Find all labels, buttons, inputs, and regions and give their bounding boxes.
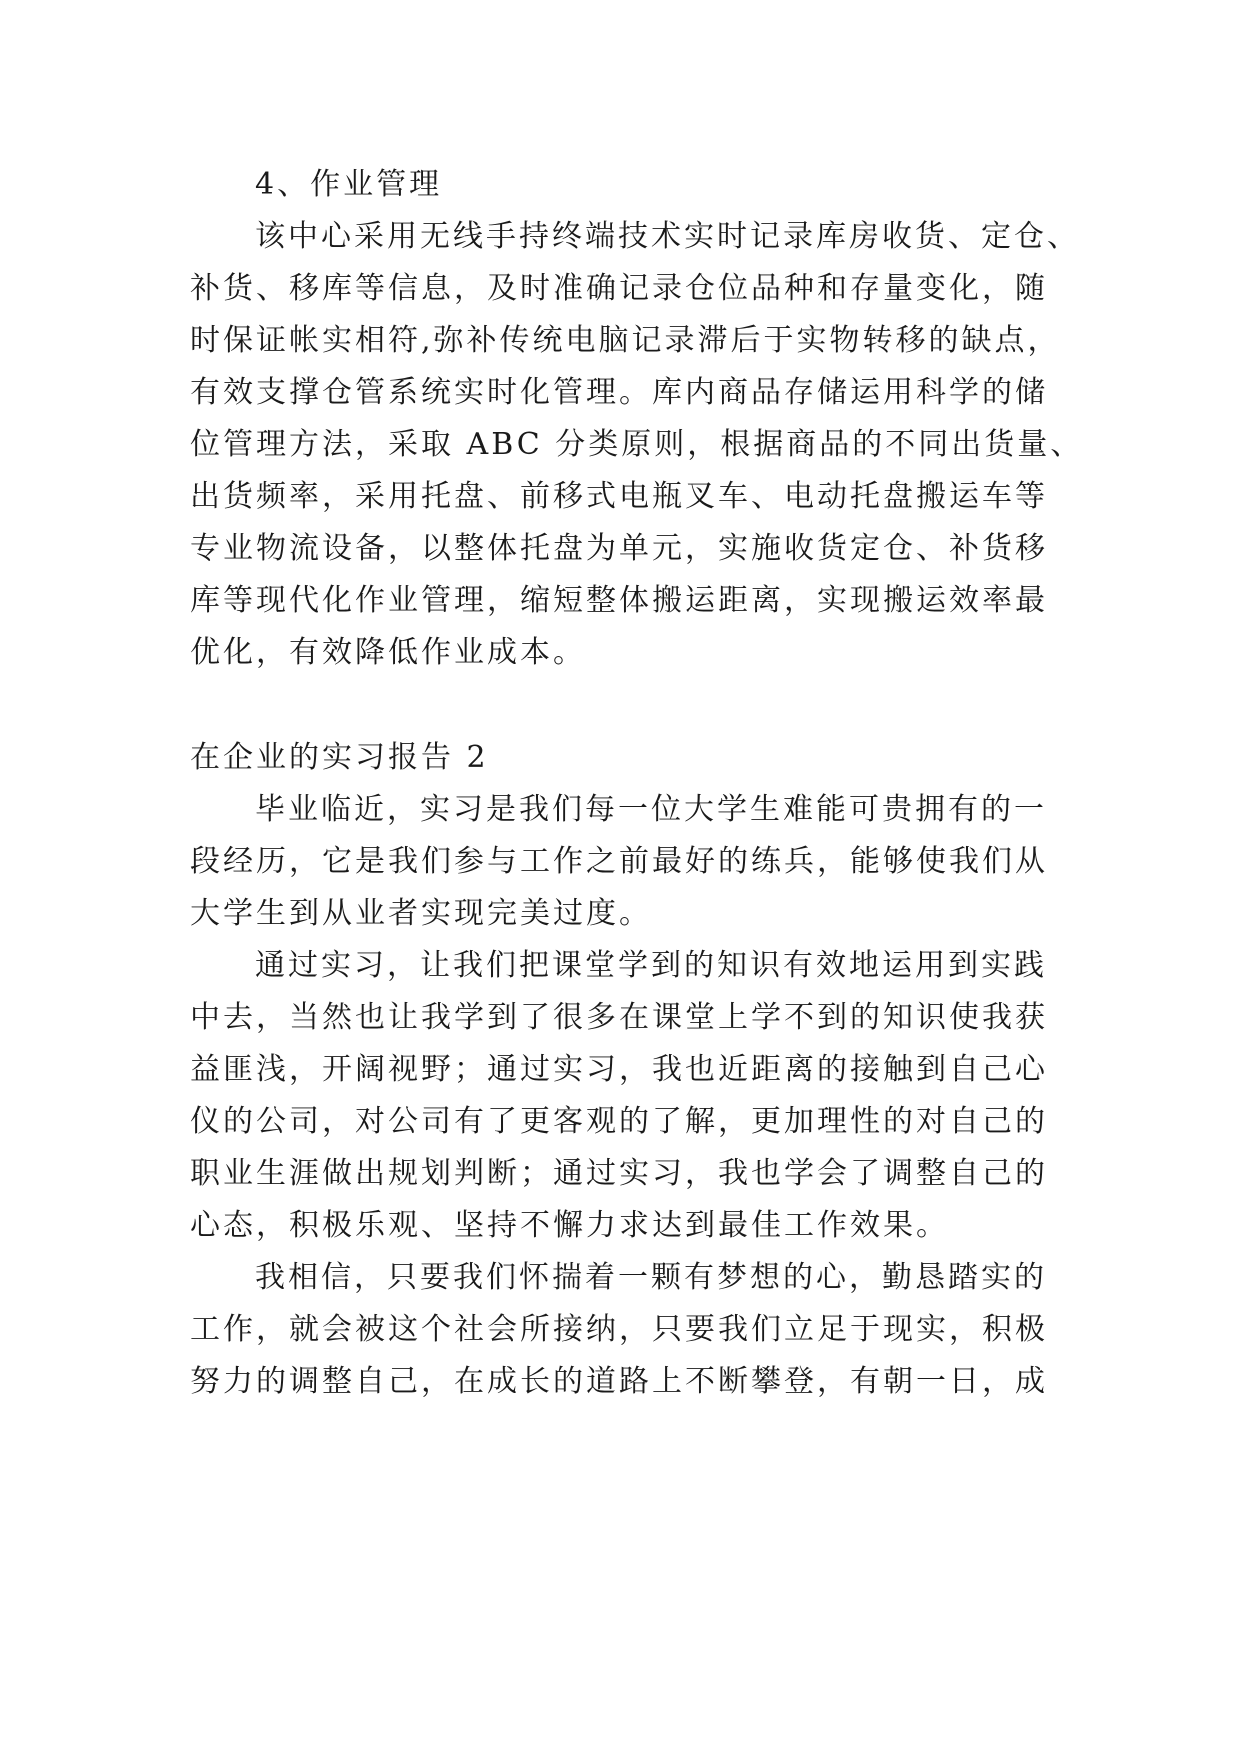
paragraph-line: 仪的公司，对公司有了更客观的了解，更加理性的对自己的	[190, 1104, 1048, 1139]
paragraph-line: 毕业临近，实习是我们每一位大学生难能可贵拥有的一	[255, 792, 1047, 827]
paragraph-line: 努力的调整自己，在成长的道路上不断攀登，有朝一日，成	[190, 1364, 1048, 1399]
paragraph-line: 补货、移库等信息，及时准确记录仓位品种和存量变化，随	[190, 271, 1048, 306]
paragraph-line: 大学生到从业者实现完美过度。	[190, 896, 652, 931]
paragraph-line: 出货频率，采用托盘、前移式电瓶叉车、电动托盘搬运车等	[190, 479, 1048, 514]
paragraph-line: 职业生涯做出规划判断；通过实习，我也学会了调整自己的	[190, 1156, 1048, 1191]
paragraph-line: 通过实习，让我们把课堂学到的知识有效地运用到实践	[255, 948, 1047, 983]
section-heading: 4、作业管理	[255, 167, 443, 202]
paragraph-line: 心态，积极乐观、坚持不懈力求达到最佳工作效果。	[190, 1208, 949, 1243]
paragraph-line: 益匪浅，开阔视野；通过实习，我也近距离的接触到自己心	[190, 1052, 1048, 1087]
paragraph-line: 我相信，只要我们怀揣着一颗有梦想的心，勤恳踏实的	[255, 1260, 1047, 1295]
paragraph-line: 中去，当然也让我学到了很多在课堂上学不到的知识使我获	[190, 1000, 1048, 1035]
paragraph-line: 优化，有效降低作业成本。	[190, 635, 586, 670]
paragraph-line: 段经历，它是我们参与工作之前最好的练兵，能够使我们从	[190, 844, 1048, 879]
paragraph-line: 该中心采用无线手持终端技术实时记录库房收货、定仓、	[255, 219, 1080, 254]
paragraph-line: 时保证帐实相符,弥补传统电脑记录滞后于实物转移的缺点，	[190, 323, 1061, 358]
paragraph-line: 有效支撑仓管系统实时化管理。库内商品存储运用科学的储	[190, 375, 1048, 410]
paragraph-line: 位管理方法，采取 ABC 分类原则，根据商品的不同出货量、	[190, 427, 1084, 462]
paragraph-line: 库等现代化作业管理，缩短整体搬运距离，实现搬运效率最	[190, 583, 1048, 618]
section-title: 在企业的实习报告 2	[190, 740, 489, 775]
paragraph-line: 专业物流设备，以整体托盘为单元，实施收货定仓、补货移	[190, 531, 1048, 566]
paragraph-line: 工作，就会被这个社会所接纳，只要我们立足于现实，积极	[190, 1312, 1048, 1347]
